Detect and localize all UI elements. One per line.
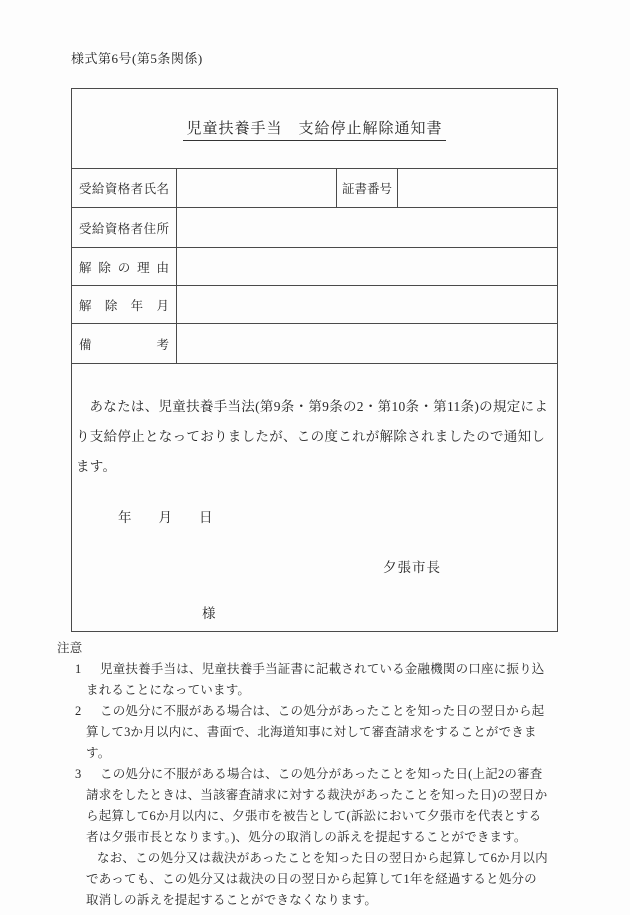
row-recipient-name: [72, 168, 557, 207]
release-date-label-cell: [72, 286, 177, 323]
addressee-suffix: 様: [202, 606, 216, 621]
row-remarks: [72, 323, 557, 363]
note-number-3: 3: [75, 767, 82, 781]
note-text-2: この処分に不服がある場合は、この処分があったことを知った日の翌日から起算して3か月以内に、書面で、北海道知事に対して審査請求をすることができます。: [86, 704, 545, 760]
remarks-label-cell: [72, 324, 177, 363]
title-row: [72, 89, 557, 168]
release-reason-value-cell: [177, 248, 557, 285]
notice-body-cell: [72, 363, 557, 631]
note-item-1: [57, 659, 549, 701]
note-supplement: なお、この処分又は裁決があったことを知った日の翌日から起算して6か月以内であっても、この処分又は裁決の日の翌日から起算して1年を経過すると処分の取消しの訴えを提起することができなくなります。: [86, 851, 548, 907]
form-code-label: 様式第6号(第5条関係): [71, 51, 203, 66]
recipient-name-value-cell: [177, 169, 337, 207]
recipient-address-value-cell: [177, 208, 557, 247]
release-date-value-cell: [177, 286, 557, 323]
recipient-address-label: 受給資格者住所: [79, 221, 169, 236]
note-item-3: [57, 764, 549, 848]
note-text-3: この処分に不服がある場合は、この処分があったことを知った日(上記2の審査請求をしたときは、当該審査請求に対する裁決があったことを知った日)の翌日から起算して6か月以内に、夕張市を被告として(訴訟において夕張市を代表とする者は夕張市長となります。)、処分の取消しの訴えを提起することができます。: [86, 767, 548, 844]
recipient-name-label: 受給資格者氏名: [79, 182, 169, 196]
release-reason-label: 解除の理由: [79, 260, 169, 275]
certificate-number-value-cell: [398, 169, 557, 207]
note-number-1: 1: [75, 662, 82, 676]
release-reason-label-cell: [72, 248, 177, 285]
notice-form-box: [71, 88, 558, 632]
certificate-number-label-cell: [337, 169, 398, 207]
remarks-label: 備考: [79, 337, 169, 352]
recipient-address-label-cell: [72, 208, 177, 247]
note-item-2: [57, 701, 549, 764]
row-release-date: [72, 285, 557, 323]
issuer-mayor: 夕張市長: [383, 560, 441, 575]
row-recipient-address: [72, 207, 557, 247]
remarks-value-cell: [177, 324, 557, 363]
notes-section: [57, 638, 549, 911]
row-release-reason: [72, 247, 557, 285]
issue-date-line: 年 月 日: [118, 510, 213, 525]
notes-heading: 注意: [57, 641, 83, 655]
document-title: 児童扶養手当 支給停止解除通知書: [183, 117, 445, 141]
note-text-1: 児童扶養手当は、児童扶養手当証書に記載されている金融機関の口座に振り込まれることになっています。: [86, 662, 545, 697]
certificate-number-label: 証書番号: [342, 182, 393, 196]
note-number-2: 2: [75, 704, 82, 718]
release-date-label: 解除年月: [79, 298, 169, 313]
notice-paragraph: あなたは、児童扶養手当法(第9条・第9条の2・第10条・第11条)の規定により支給停止となっておりましたが、この度これが解除されましたので通知します。: [76, 399, 549, 474]
recipient-name-label-cell: [72, 169, 177, 207]
